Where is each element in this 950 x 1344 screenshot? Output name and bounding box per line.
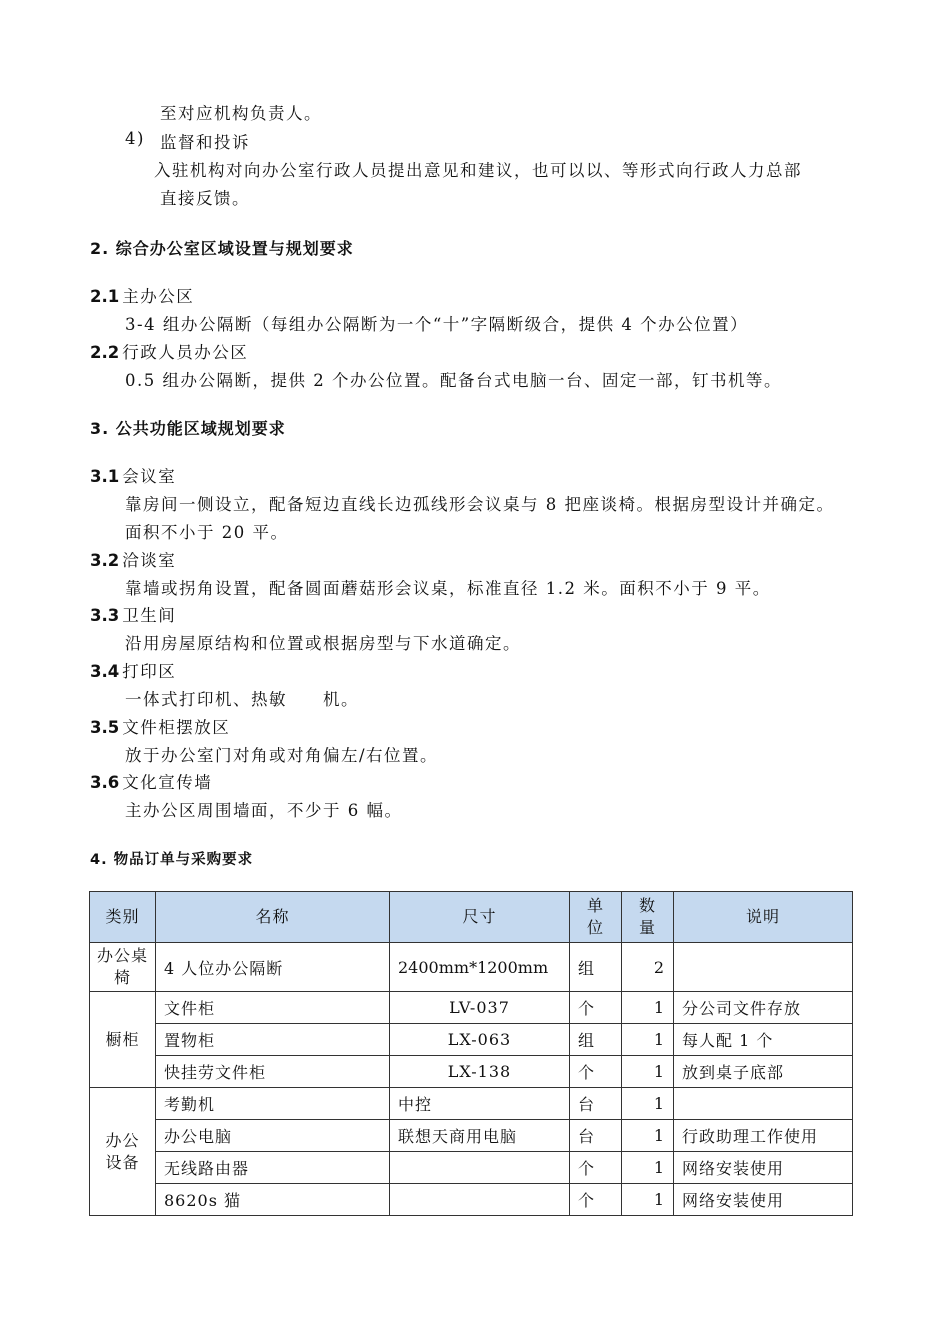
- list-item-title: 监督和投诉: [160, 133, 250, 152]
- section-heading: 3. 公共功能区域规划要求: [90, 419, 286, 438]
- subsection-heading: [90, 283, 194, 307]
- subsection-number: 3.1: [90, 467, 120, 486]
- note-cell: 分公司文件存放: [674, 992, 853, 1024]
- table-row: [90, 1024, 853, 1056]
- header-size: 尺寸: [390, 892, 570, 943]
- list-number: 4): [125, 129, 145, 148]
- subsection-number: 3.2: [90, 551, 120, 570]
- subsection-title: 会议室: [122, 467, 177, 486]
- table-row: [90, 992, 853, 1024]
- section-heading: 2. 综合办公室区域设置与规划要求: [90, 239, 354, 258]
- note-cell: [674, 943, 853, 992]
- name-cell: 置物柜: [156, 1024, 390, 1056]
- header-unit-text: 单位: [586, 896, 604, 937]
- paragraph-line: 面积不小于 20 平。: [125, 523, 289, 542]
- table-row: [90, 1120, 853, 1152]
- size-cell: 联想天商用电脑: [390, 1120, 570, 1152]
- paragraph-line: 主办公区周围墙面，不少于 6 幅。: [125, 801, 403, 820]
- procurement-table: [89, 891, 853, 1216]
- size-cell: [390, 1184, 570, 1216]
- qty-cell: 2: [622, 943, 674, 992]
- qty-cell: 1: [622, 1152, 674, 1184]
- subsection-title: 主办公区: [122, 287, 195, 306]
- table-row: [90, 943, 853, 992]
- name-cell: 8620s 猫: [156, 1184, 390, 1216]
- table-header-row: [90, 892, 853, 943]
- subsection-number: 3.4: [90, 662, 120, 681]
- subsection-number: 2.1: [90, 287, 120, 306]
- subsection-heading: [90, 602, 176, 626]
- note-cell: [674, 1088, 853, 1120]
- note-cell: 每人配 1 个: [674, 1024, 853, 1056]
- unit-cell: 台: [570, 1088, 622, 1120]
- size-cell: 中控: [390, 1088, 570, 1120]
- subsection-heading: [90, 714, 230, 738]
- paragraph-line: 靠墙或拐角设置，配备圆面蘑菇形会议桌，标准直径 1.2 米。面积不小于 9 平。: [125, 579, 771, 598]
- paragraph-line: 放于办公室门对角或对角偏左/右位置。: [125, 746, 439, 765]
- size-cell: LX-138: [390, 1056, 570, 1088]
- unit-cell: 台: [570, 1120, 622, 1152]
- paragraph-line: 3-4 组办公隔断（每组办公隔断为一个“十”字隔断级合，提供 4 个办公位置）: [125, 315, 749, 334]
- subsection-title: 打印区: [122, 662, 177, 681]
- category-text: 办公桌椅: [96, 946, 148, 987]
- category-cell: [90, 943, 156, 992]
- size-cell: 2400mm*1200mm: [390, 943, 570, 992]
- name-cell: 文件柜: [156, 992, 390, 1024]
- subsection-number: 3.5: [90, 718, 120, 737]
- name-cell: 4 人位办公隔断: [156, 943, 390, 992]
- note-cell: 网络安装使用: [674, 1184, 853, 1216]
- qty-cell: 1: [622, 1088, 674, 1120]
- paragraph-line: 一体式打印机、热敏 机。: [125, 690, 359, 709]
- qty-cell: 1: [622, 992, 674, 1024]
- unit-cell: 组: [570, 1024, 622, 1056]
- paragraph-line: 靠房间一侧设立，配备短边直线长边孤线形会议桌与 8 把座谈椅。根据房型设计并确定。: [125, 495, 835, 514]
- qty-cell: 1: [622, 1120, 674, 1152]
- subsection-heading: [90, 658, 176, 682]
- note-cell: 行政助理工作使用: [674, 1120, 853, 1152]
- subsection-heading: [90, 463, 176, 487]
- name-cell: 快挂劳文件柜: [156, 1056, 390, 1088]
- category-cell: 橱柜: [90, 992, 156, 1088]
- subsection-heading: [90, 339, 248, 363]
- qty-cell: 1: [622, 1024, 674, 1056]
- header-qty-text: 数量: [638, 896, 656, 937]
- name-cell: 办公电脑: [156, 1120, 390, 1152]
- unit-cell: 个: [570, 1152, 622, 1184]
- table-row: [90, 1184, 853, 1216]
- subsection-title: 卫生间: [122, 606, 177, 625]
- table-row: [90, 1088, 853, 1120]
- table-row: [90, 1152, 853, 1184]
- paragraph-line: 0.5 组办公隔断，提供 2 个办公位置。配备台式电脑一台、固定一部，钉书机等。: [125, 371, 782, 390]
- header-unit: [570, 892, 622, 943]
- subsection-number: 2.2: [90, 343, 120, 362]
- note-cell: 网络安装使用: [674, 1152, 853, 1184]
- qty-cell: 1: [622, 1184, 674, 1216]
- header-name: 名称: [156, 892, 390, 943]
- paragraph-line: 直接反馈。: [160, 189, 250, 208]
- subsection-heading: [90, 769, 212, 793]
- name-cell: 无线路由器: [156, 1152, 390, 1184]
- header-category: 类别: [90, 892, 156, 943]
- unit-cell: 组: [570, 943, 622, 992]
- paragraph-line: 沿用房屋原结构和位置或根据房型与下水道确定。: [125, 634, 521, 653]
- subsection-title: 行政人员办公区: [122, 343, 249, 362]
- unit-cell: 个: [570, 992, 622, 1024]
- paragraph-line: 入驻机构对向办公室行政人员提出意见和建议，也可以以、等形式向行政人力总部: [154, 161, 802, 180]
- name-cell: 考勤机: [156, 1088, 390, 1120]
- unit-cell: 个: [570, 1056, 622, 1088]
- table-row: [90, 1056, 853, 1088]
- subsection-number: 3.6: [90, 773, 120, 792]
- subsection-title: 文件柜摆放区: [122, 718, 231, 737]
- header-qty: [622, 892, 674, 943]
- subsection-heading: [90, 547, 176, 571]
- size-cell: LX-063: [390, 1024, 570, 1056]
- intro-line: 至对应机构负责人。: [160, 104, 322, 123]
- size-cell: [390, 1152, 570, 1184]
- header-note: 说明: [674, 892, 853, 943]
- qty-cell: 1: [622, 1056, 674, 1088]
- subsection-title: 洽谈室: [122, 551, 177, 570]
- size-cell: LV-037: [390, 992, 570, 1024]
- category-text: 办公设备: [105, 1130, 140, 1172]
- note-cell: 放到桌子底部: [674, 1056, 853, 1088]
- subsection-number: 3.3: [90, 606, 120, 625]
- subsection-title: 文化宣传墙: [122, 773, 213, 792]
- unit-cell: 个: [570, 1184, 622, 1216]
- section-heading: 4. 物品订单与采购要求: [90, 852, 254, 868]
- category-cell: [90, 1088, 156, 1216]
